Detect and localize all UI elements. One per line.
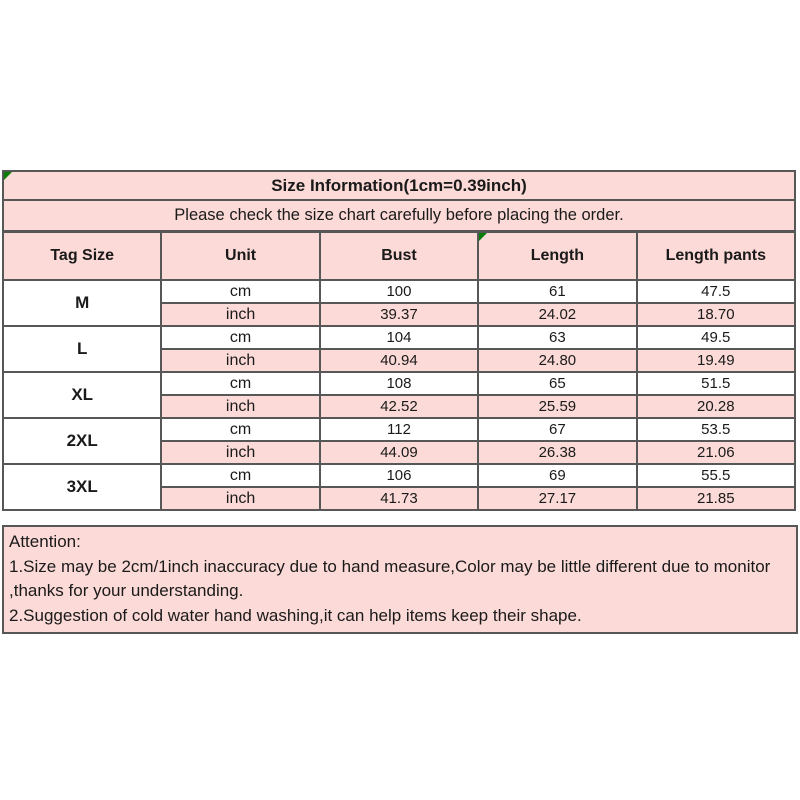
attention-title: Attention: [9, 532, 81, 551]
3xl-length-pants-inch: 21.85 [637, 487, 795, 510]
table-title: Size Information(1cm=0.39inch) [271, 175, 527, 195]
unit-inch-label: inch [161, 441, 319, 464]
xl-length-pants-cm: 51.5 [637, 372, 795, 395]
xl-length-pants-inch: 20.28 [637, 395, 795, 418]
unit-inch-label: inch [161, 487, 319, 510]
2xl-length-inch: 26.38 [478, 441, 636, 464]
attention-note-1: 1.Size may be 2cm/1inch inaccuracy due to hand measure,Color may be little different due to monitor [9, 556, 771, 576]
3xl-length-inch: 27.17 [478, 487, 636, 510]
column-header-row [3, 232, 795, 281]
2xl-length-pants-inch: 21.06 [637, 441, 795, 464]
size-tag-xl: XL [3, 372, 161, 418]
2xl-length-cm: 67 [478, 418, 636, 441]
subtitle-row [3, 200, 795, 232]
green-corner-marker [4, 172, 12, 180]
col-header-length [478, 232, 636, 281]
l-bust-inch: 40.94 [320, 349, 478, 372]
size-m-cm-row [3, 280, 795, 303]
size-tag-2xl: 2XL [3, 418, 161, 464]
size-l-cm-row [3, 326, 795, 349]
2xl-length-pants-cm: 53.5 [637, 418, 795, 441]
xl-length-cm: 65 [478, 372, 636, 395]
attention-box [2, 525, 798, 634]
size-3xl-cm-row [3, 464, 795, 487]
table-title-cell [3, 171, 795, 200]
3xl-length-cm: 69 [478, 464, 636, 487]
2xl-bust-cm: 112 [320, 418, 478, 441]
table-subtitle: Please check the size chart carefully before placing the order. [3, 200, 795, 232]
xl-length-inch: 25.59 [478, 395, 636, 418]
size-tag-m: M [3, 280, 161, 326]
unit-cm-label: cm [161, 418, 319, 441]
m-length-pants-cm: 47.5 [637, 280, 795, 303]
m-length-pants-inch: 18.70 [637, 303, 795, 326]
green-corner-marker [479, 233, 487, 241]
l-bust-cm: 104 [320, 326, 478, 349]
unit-inch-label: inch [161, 349, 319, 372]
l-length-inch: 24.80 [478, 349, 636, 372]
col-header-unit: Unit [161, 232, 319, 281]
m-bust-inch: 39.37 [320, 303, 478, 326]
3xl-bust-cm: 106 [320, 464, 478, 487]
unit-cm-label: cm [161, 326, 319, 349]
size-tag-3xl: 3XL [3, 464, 161, 510]
unit-cm-label: cm [161, 372, 319, 395]
size-2xl-cm-row [3, 418, 795, 441]
3xl-length-pants-cm: 55.5 [637, 464, 795, 487]
unit-inch-label: inch [161, 303, 319, 326]
attention-note-2: 2.Suggestion of cold water hand washing,it can help items keep their shape. [9, 605, 582, 625]
size-tag-l: L [3, 326, 161, 372]
unit-cm-label: cm [161, 464, 319, 487]
attention-note-1-cont: ,thanks for your understanding. [9, 581, 244, 600]
xl-bust-cm: 108 [320, 372, 478, 395]
l-length-pants-cm: 49.5 [637, 326, 795, 349]
m-bust-cm: 100 [320, 280, 478, 303]
xl-bust-inch: 42.52 [320, 395, 478, 418]
l-length-pants-inch: 19.49 [637, 349, 795, 372]
l-length-cm: 63 [478, 326, 636, 349]
col-header-bust: Bust [320, 232, 478, 281]
col-header-length-pants: Length pants [637, 232, 795, 281]
2xl-bust-inch: 44.09 [320, 441, 478, 464]
3xl-bust-inch: 41.73 [320, 487, 478, 510]
unit-inch-label: inch [161, 395, 319, 418]
col-header-tag-size: Tag Size [3, 232, 161, 281]
col-header-length-label: Length [530, 247, 585, 264]
m-length-cm: 61 [478, 280, 636, 303]
title-row [3, 171, 795, 200]
unit-cm-label: cm [161, 280, 319, 303]
size-xl-cm-row [3, 372, 795, 395]
m-length-inch: 24.02 [478, 303, 636, 326]
size-table-wrap [2, 170, 796, 511]
size-table [2, 170, 796, 511]
